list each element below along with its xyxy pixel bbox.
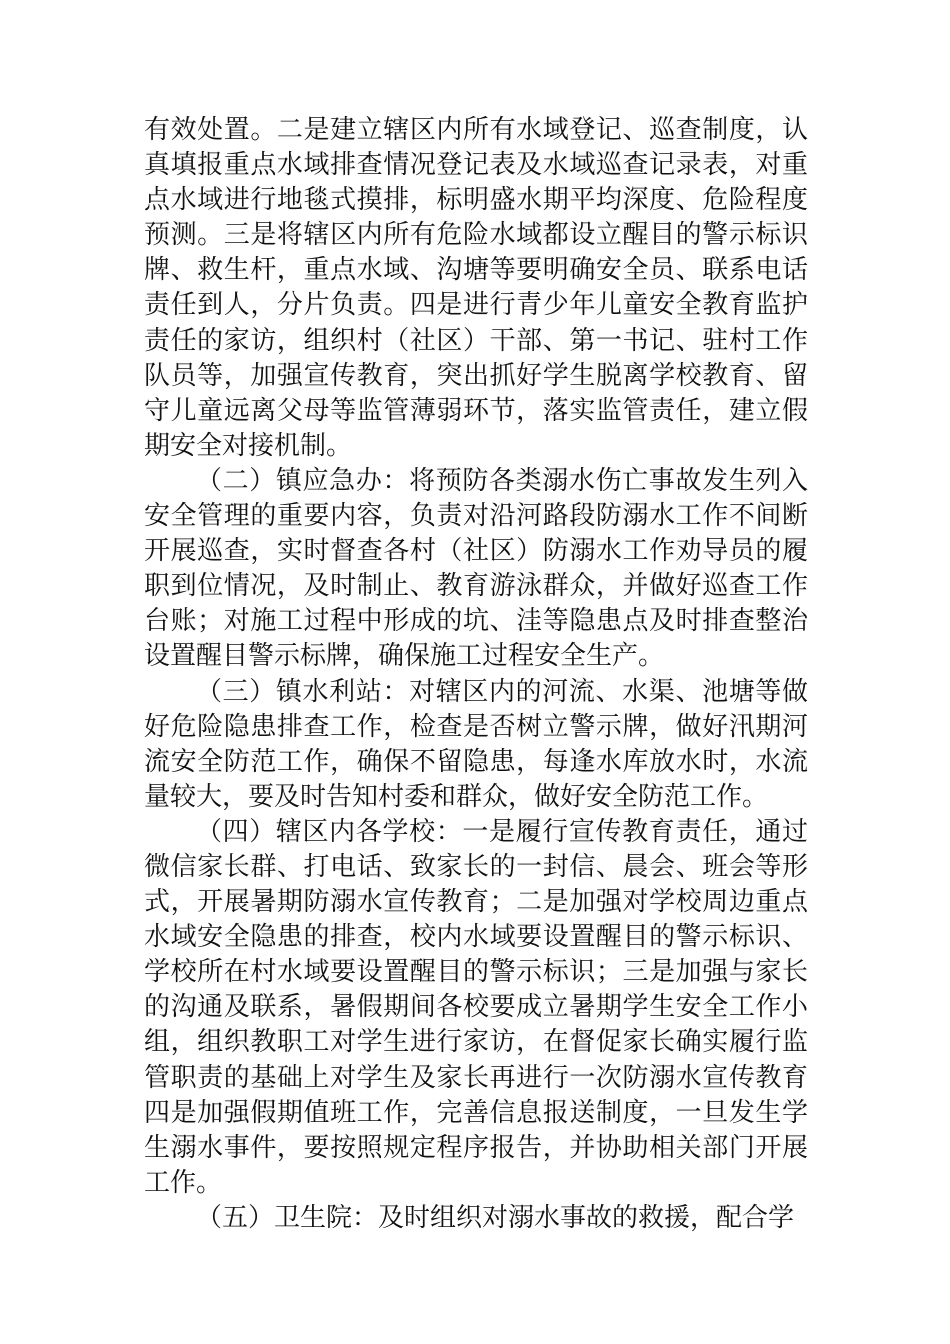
document-body	[144, 113, 808, 1236]
paragraph-health-center: （五）卫生院：及时组织对溺水事故的救援，配合学	[196, 1202, 795, 1233]
paragraph-town-emergency-office: （二）镇应急办：将预防各类溺水伤亡事故发生列入安全管理的重要内容，负责对沿河路段防溺水工作不间断开展巡查，实时督查各村（社区）防溺水工作劝导员的履职到位情况，及时制止、教育游泳群众，并做好巡查工作台账；对施工过程中形成的坑、洼等隐患点及时排查整治设置醒目警示标牌，确保施工过程安全生产。	[144, 465, 808, 672]
paragraph-schools: （四）辖区内各学校：一是履行宣传教育责任，通过微信家长群、打电话、致家长的一封信、晨会、班会等形式，开展暑期防溺水宣传教育；二是加强对学校周边重点水域安全隐患的排查，校内水域要设置醒目的警示标识、学校所在村水域要设置醒目的警示标识；三是加强与家长的沟通及联系，暑假期间各校要成立暑期学生安全工作小组，组织教职工对学生进行家访，在督促家长确实履行监管职责的基础上对学生及家长再进行一次防溺水宣传教育四是加强假期值班工作，完善信息报送制度，一旦发生学生溺水事件，要按照规定程序报告，并协助相关部门开展工作。	[144, 816, 808, 1198]
paragraph-water-conservancy-station: （三）镇水利站：对辖区内的河流、水渠、池塘等做好危险隐患排查工作，检查是否树立警示牌，做好汛期河流安全防范工作，确保不留隐患，每逢水库放水时，水流量较大，要及时告知村委和群众，做好安全防范工作。	[144, 676, 808, 812]
paragraph-continuation: 有效处置。二是建立辖区内所有水域登记、巡查制度，认真填报重点水域排查情况登记表及水域巡查记录表，对重点水域进行地毯式摸排，标明盛水期平均深度、危险程度预测。三是将辖区内所有危险水域都设立醒目的警示标识牌、救生杆，重点水域、沟塘等要明确安全员、联系电话责任到人，分片负责。四是进行青少年儿童安全教育监护责任的家访，组织村（社区）干部、第一书记、驻村工作队员等，加强宣传教育，突出抓好学生脱离学校教育、留守儿童远离父母等监管薄弱环节，落实监管责任，建立假期安全对接机制。	[144, 115, 808, 461]
